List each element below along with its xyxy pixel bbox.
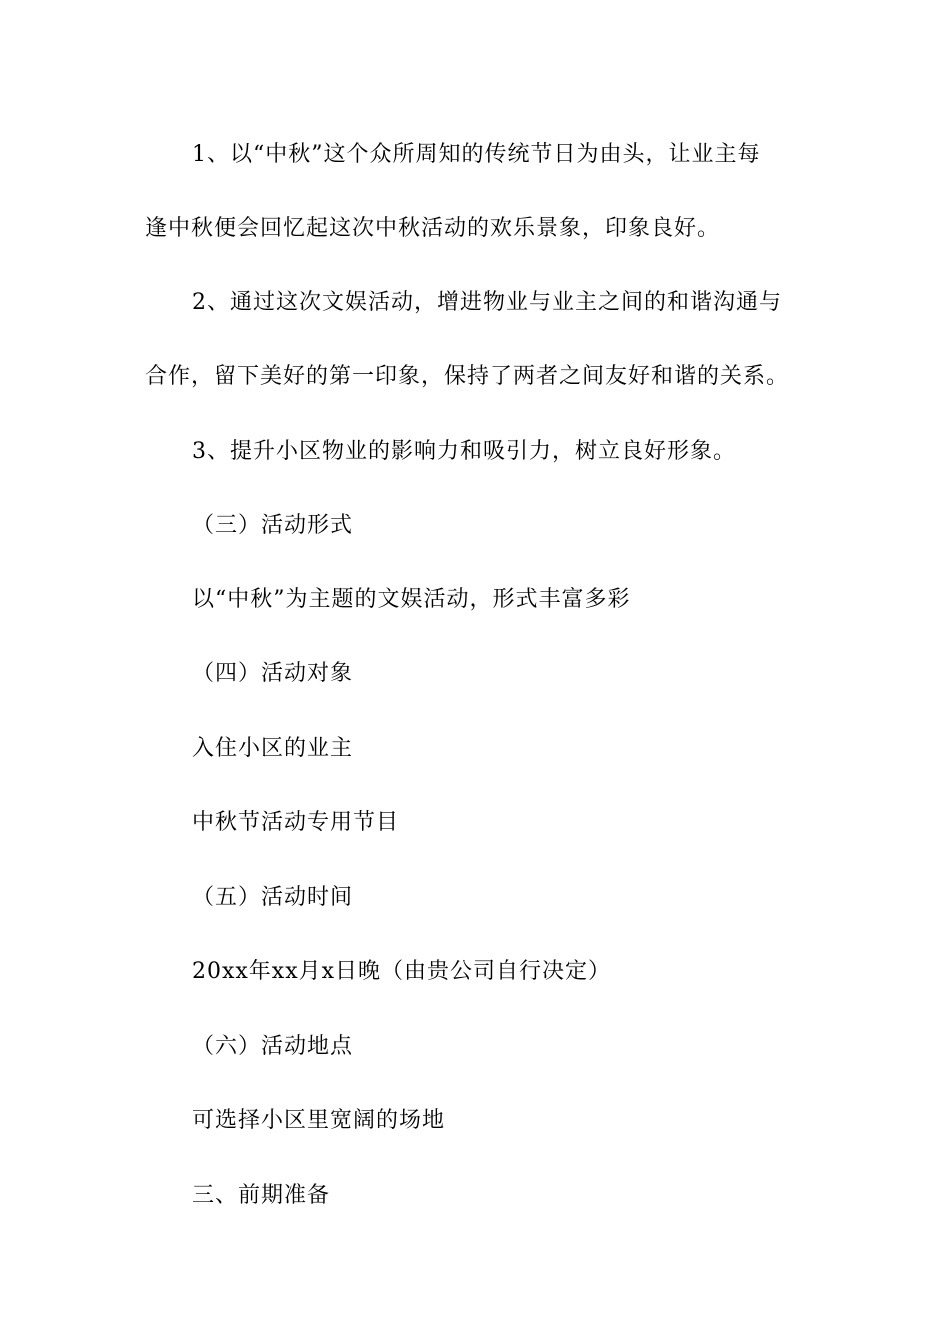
- section-heading-activity-form: （三）活动形式: [192, 513, 354, 538]
- special-program-line: 中秋节活动专用节目: [192, 810, 400, 835]
- section-heading-activity-location: （六）活动地点: [192, 1034, 354, 1059]
- paragraph-2-line-1: 2、通过这次文娱活动，增进物业与业主之间的和谐沟通与: [192, 290, 782, 315]
- paragraph-2-line-2: 合作，留下美好的第一印象，保持了两者之间友好和谐的关系。: [145, 364, 790, 389]
- section-body-activity-target: 入住小区的业主: [192, 736, 354, 761]
- section-heading-preparation: 三、前期准备: [192, 1183, 331, 1208]
- section-heading-activity-target: （四）活动对象: [192, 661, 354, 686]
- section-body-activity-location: 可选择小区里宽阔的场地: [192, 1108, 446, 1133]
- section-body-activity-form: 以“中秋”为主题的文娱活动，形式丰富多彩: [192, 587, 631, 612]
- section-heading-activity-time: （五）活动时间: [192, 885, 354, 910]
- section-body-activity-time: 20xx年xx月x日晚（由贵公司自行决定）: [192, 959, 612, 984]
- paragraph-3-line-1: 3、提升小区物业的影响力和吸引力，树立良好形象。: [192, 439, 736, 464]
- paragraph-1-line-1: 1、以“中秋”这个众所周知的传统节日为由头，让业主每: [192, 142, 761, 167]
- paragraph-1-line-2: 逢中秋便会回忆起这次中秋活动的欢乐景象，印象良好。: [145, 216, 721, 241]
